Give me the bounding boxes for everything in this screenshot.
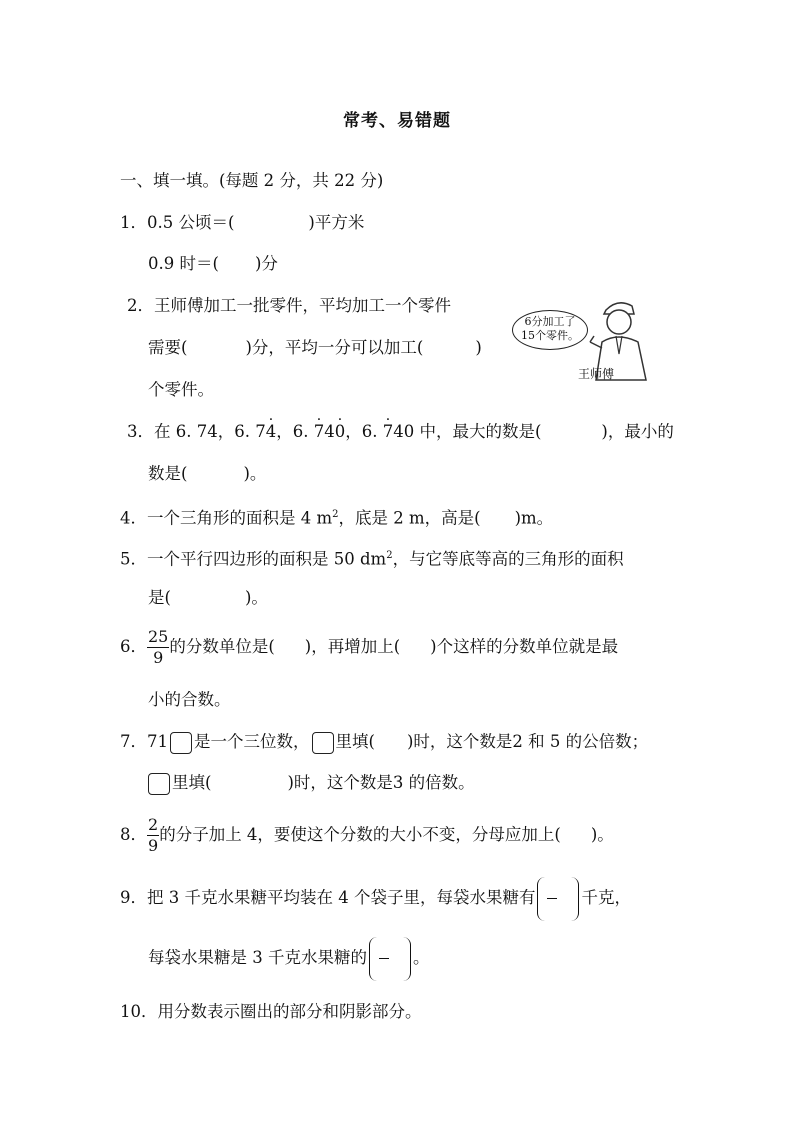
question-8: 8． $\frac{2}{9}$ 的分子加上 4，要使这个分数的大小不变，分母应加上( )。 <box>120 815 614 855</box>
section-heading: 一、填一填。(每题 2 分，共 22 分) <box>120 171 384 190</box>
digit-box[interactable] <box>170 732 192 754</box>
question-2-line3: 个零件。 <box>148 380 214 399</box>
question-4: 4．一个三角形的面积是 4 $m^2$，底是 2 m，高是( )m。 <box>120 508 554 528</box>
question-6-line1: 6． $\frac{25}{9}$ 的分数单位是( )，再增加上( )个这样的分数单位就是最 <box>120 627 619 667</box>
question-9-line2: 每袋水果糖是 3 千克水果糖的 。 <box>148 936 430 981</box>
digit-box[interactable] <box>148 773 170 795</box>
question-7-line2: 里填( )时，这个数是3 的倍数。 <box>146 771 475 795</box>
question-7-line1: 7．71 是一个三位数， 里填( )时，这个数是2 和 5 的公倍数； <box>120 730 648 754</box>
question-2-line1: 2．王师傅加工一批零件，平均加工一个零件 <box>127 296 451 315</box>
question-5-line2: 是( )。 <box>148 588 268 607</box>
question-6-line2: 小的合数。 <box>148 690 231 709</box>
question-5-line1: 5．一个平行四边形的面积是 50 $dm^2$，与它等底等高的三角形的面积 <box>120 549 624 569</box>
question-10: 10．用分数表示圈出的部分和阴影部分。 <box>120 1002 422 1021</box>
question-3-line2: 数是( )。 <box>148 464 267 483</box>
question-9-line1: 9．把 3 千克水果糖平均装在 4 个袋子里，每袋水果糖有 千克， <box>120 876 631 921</box>
page-title: 常考、易错题 <box>343 111 451 131</box>
question-2-line2: 需要( )分，平均一分可以加工( ) <box>148 338 482 357</box>
fraction-answer-blank[interactable] <box>537 877 579 921</box>
question-1b: 0.9 时＝( )分 <box>148 254 278 273</box>
fraction: $\frac{2}{9}$ <box>148 815 159 855</box>
figure-caption: 王师傅 <box>578 367 615 381</box>
fraction-answer-blank[interactable] <box>369 937 411 981</box>
digit-box[interactable] <box>312 732 334 754</box>
question-3-line1: 3．在 6. 74，6. 74 ·，6. 7 ·40 ·，6. 7 ·40 中，最大的数是( )，最小的 <box>127 420 674 444</box>
fraction: $\frac{25}{9}$ <box>148 627 169 667</box>
speech-bubble: 6分加工了 15个零件。 <box>512 310 588 350</box>
question-1a: 1．0.5 公顷＝( )平方米 <box>120 213 365 232</box>
